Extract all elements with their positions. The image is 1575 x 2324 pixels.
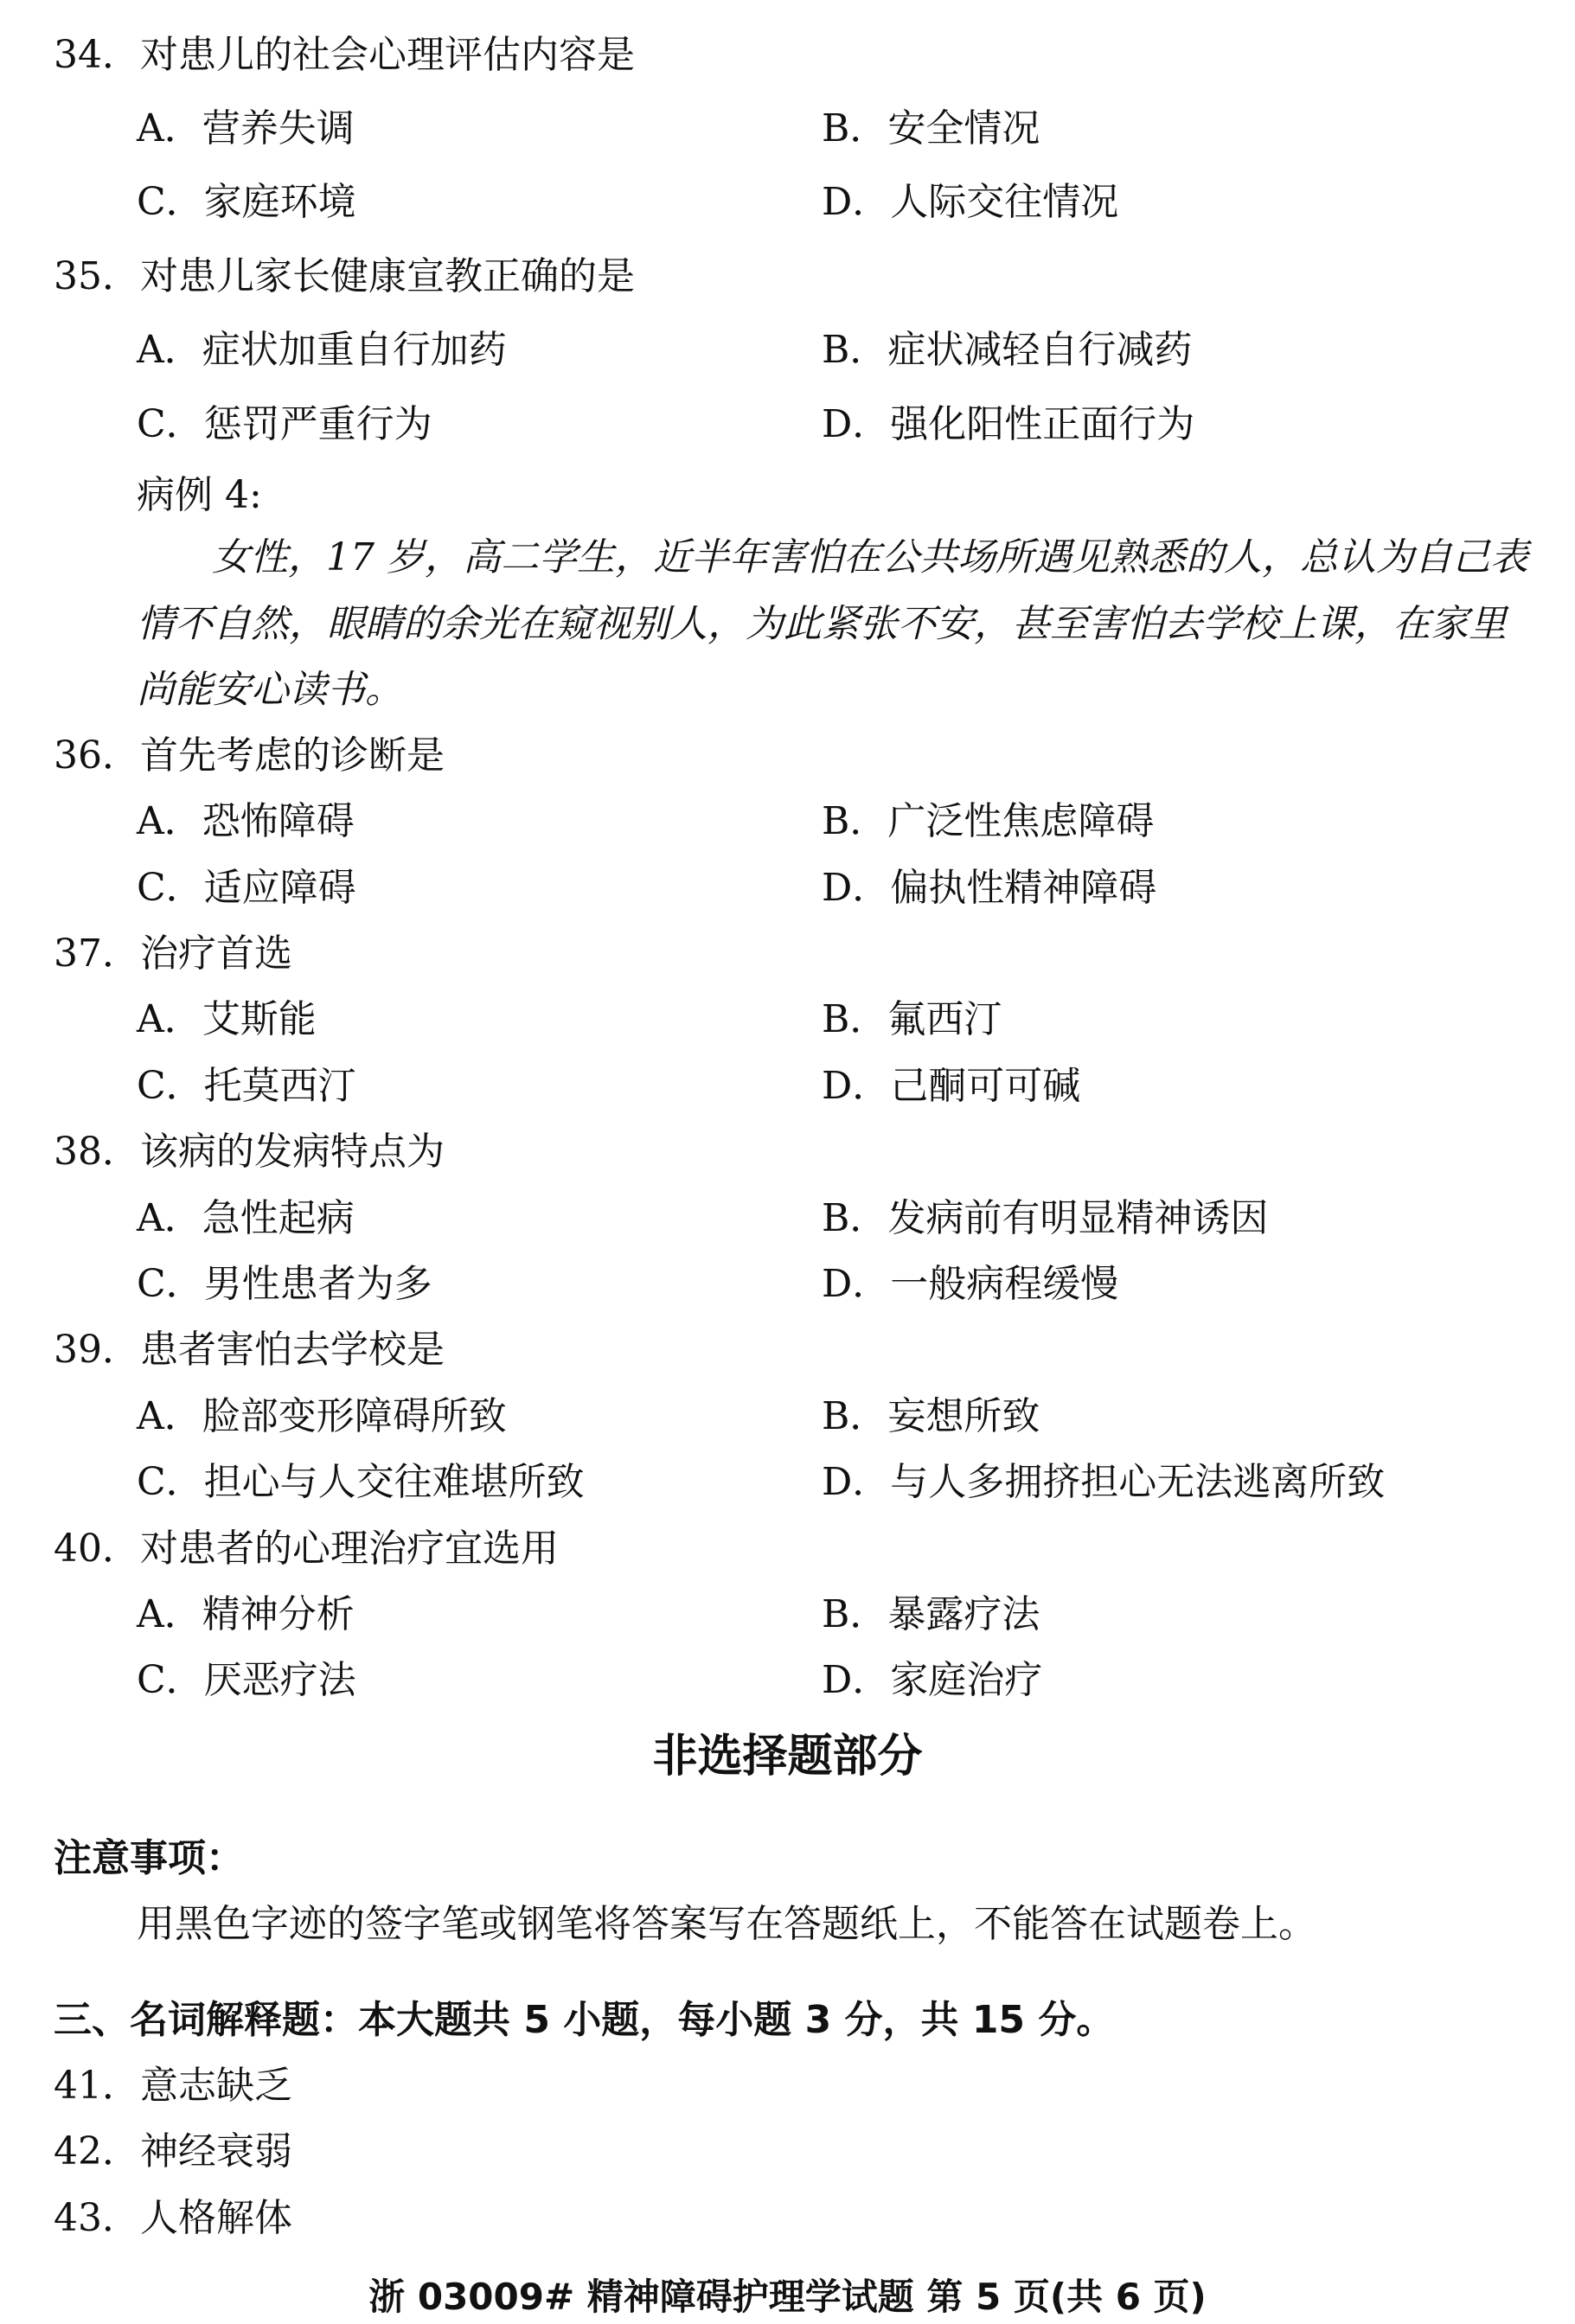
- question-43: 43．人格解体: [54, 2196, 292, 2240]
- question-37-stem: 37．治疗首选: [54, 932, 292, 976]
- question-38-option-b: B．发病前有明显精神诱因: [822, 1196, 1269, 1240]
- question-38-option-c: C．男性患者为多: [137, 1262, 432, 1306]
- question-35-option-d: D．强化阳性正面行为: [822, 402, 1195, 446]
- case-4-text-line-3: 尚能安心读书。: [137, 668, 403, 712]
- question-34-option-d: D．人际交往情况: [822, 180, 1119, 224]
- question-35-option-a: A．症状加重自行加药: [137, 328, 507, 372]
- question-37-option-b: B．氟西汀: [822, 997, 1002, 1041]
- page-footer: 浙 03009# 精神障碍护理学试题 第 5 页(共 6 页): [368, 2276, 1207, 2318]
- question-39-stem: 39．患者害怕去学校是: [54, 1328, 445, 1372]
- notice-label: 注意事项：: [54, 1836, 244, 1880]
- question-40-option-b: B．暴露疗法: [822, 1592, 1040, 1636]
- question-35-option-c: C．惩罚严重行为: [137, 402, 432, 446]
- question-37-option-d: D．己酮可可碱: [822, 1064, 1081, 1108]
- question-34-stem: 34．对患儿的社会心理评估内容是: [54, 33, 635, 77]
- question-36-stem: 36．首先考虑的诊断是: [54, 733, 445, 778]
- case-4-label: 病例 4:: [137, 473, 262, 517]
- question-36-option-a: A．恐怖障碍: [137, 799, 355, 843]
- question-37-option-a: A．艾斯能: [137, 997, 317, 1041]
- question-40-option-c: C．厌恶疗法: [137, 1658, 356, 1702]
- question-36-option-c: C．适应障碍: [137, 866, 356, 910]
- question-39-option-c: C．担心与人交往难堪所致: [137, 1460, 585, 1504]
- question-40-stem: 40．对患者的心理治疗宜选用: [54, 1527, 559, 1571]
- question-39-option-b: B．妄想所致: [822, 1394, 1040, 1438]
- question-40-option-d: D．家庭治疗: [822, 1658, 1043, 1702]
- question-34-option-b: B．安全情况: [822, 106, 1040, 150]
- case-4-text-line-2: 情不自然，眼睛的余光在窥视别人，为此紧张不安，甚至害怕去学校上课，在家里: [137, 602, 1507, 646]
- section-title-non-choice: 非选择题部分: [652, 1731, 923, 1783]
- question-38-option-a: A．急性起病: [137, 1196, 355, 1240]
- question-35-option-b: B．症状减轻自行减药: [822, 328, 1193, 372]
- question-38-option-d: D．一般病程缓慢: [822, 1262, 1119, 1306]
- question-39-option-d: D．与人多拥挤担心无法逃离所致: [822, 1460, 1386, 1504]
- question-37-option-c: C．托莫西汀: [137, 1064, 356, 1108]
- question-34-option-a: A．营养失调: [137, 106, 355, 150]
- question-34-option-c: C．家庭环境: [137, 180, 356, 224]
- question-42: 42．神经衰弱: [54, 2129, 292, 2174]
- notice-text: 用黑色字迹的签字笔或钢笔将答案写在答题纸上，不能答在试题卷上。: [137, 1902, 1316, 1946]
- question-39-option-a: A．脸部变形障碍所致: [137, 1394, 507, 1438]
- case-4-text-line-1: 女性，17 岁，高二学生，近半年害怕在公共场所遇见熟悉的人，总认为自己表: [212, 535, 1528, 579]
- question-41: 41．意志缺乏: [54, 2064, 292, 2108]
- question-38-stem: 38．该病的发病特点为: [54, 1130, 445, 1174]
- part-3-heading: 三、名词解释题：本大题共 5 小题，每小题 3 分，共 15 分。: [54, 1998, 1115, 2042]
- question-36-option-d: D．偏执性精神障碍: [822, 866, 1157, 910]
- question-35-stem: 35．对患儿家长健康宣教正确的是: [54, 254, 635, 298]
- question-40-option-a: A．精神分析: [137, 1592, 355, 1636]
- question-36-option-b: B．广泛性焦虑障碍: [822, 799, 1155, 843]
